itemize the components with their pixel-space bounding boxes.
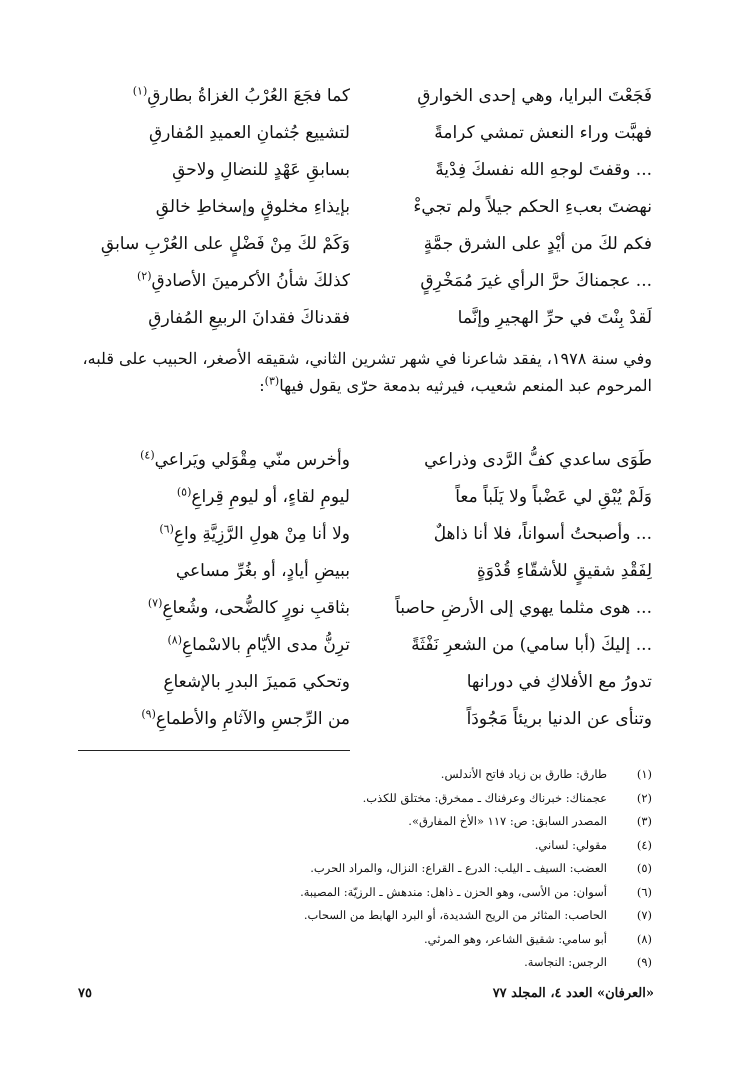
verse-second-hemistich-text: ليومِ لقاءٍ، أو ليومِ قِراعِ: [191, 487, 350, 507]
footnote-divider: [78, 750, 350, 751]
footnote-number: (٩): [636, 955, 652, 969]
verse-footnote-ref: (٧): [147, 596, 163, 610]
prose-suffix: :: [259, 376, 265, 395]
verse-second-hemistich: [75, 664, 350, 701]
verse-first-hemistich: نهضتَ بعبءِ الحكم جيلاً ولم تجيءْ: [413, 197, 652, 217]
footnote: [72, 787, 652, 811]
verse-second-hemistich-text: فقدناكَ فقدانَ الربيعِ المُفارقِ: [148, 308, 350, 328]
verse-first-hemistich: طَوَى ساعدي كفُّ الرَّدى وذراعي: [424, 450, 652, 470]
verse-footnote-ref: (٥): [176, 485, 192, 499]
verse-line: [0, 479, 730, 516]
verse-first-hemistich: ... وقفتَ لوجهِ الله نفسكَ فِدْيةً: [435, 160, 652, 180]
verse-line: [0, 263, 730, 300]
verse-first-hemistich: ... إليكَ (أبا سامي) من الشعرِ نَفْثَةً: [411, 635, 652, 655]
verse-second-hemistich-text: ولا أنا مِنْ هولِ الرَّزِيَّةِ واعِ: [173, 524, 350, 544]
verse-line: [0, 553, 730, 590]
verse-line: [0, 590, 730, 627]
footnote-text: أسوان: من الأسى، وهو الحزن ـ ذاهل: مندهش ـ الرزيّة: المصيبة.: [300, 884, 607, 899]
verse-second-hemistich-text: وتحكي مَميزَ البدرِ بالإشعاعِ: [163, 672, 350, 692]
verse-second-hemistich-text: وَكَمْ لكَ مِنْ فَضْلٍ على العُرْبِ سابقِ: [100, 234, 350, 254]
verse-footnote-ref: (٢): [136, 269, 152, 283]
prose-paragraph: [72, 345, 652, 399]
page-footer: [78, 981, 654, 1007]
verse-first-hemistich: لِفَقْدِ شقيقٍ للأشقّاءِ قُدْوَةٍ: [476, 561, 652, 581]
footnote: [72, 834, 652, 858]
footnote-number: (٣): [636, 814, 652, 828]
footnote: [72, 904, 652, 928]
footnotes: [72, 763, 652, 975]
verse-second-hemistich-text: بإيذاءِ مخلوقٍ وإسخاطِ خالقِ: [155, 197, 350, 217]
verse-first-hemistich: وتنأى عن الدنيا بريئاً مَجُودَاً: [466, 709, 652, 729]
verse-first-hemistich: ... عجمناكَ حرَّ الرأي غيرَ مُمَخْرِقٍ: [420, 271, 652, 291]
verse-second-hemistich-text: ببيضِ أيادٍ، أو بغُرِّ مساعي: [175, 561, 350, 581]
verse-second-hemistich: [75, 553, 350, 590]
footnote-number: (١): [636, 767, 652, 781]
footnote-text: مقولي: لساني.: [534, 837, 607, 852]
journal-reference: «العرفان» العدد ٤، المجلد ٧٧: [492, 986, 654, 1001]
verse-second-hemistich: [75, 226, 350, 263]
footnote: [72, 763, 652, 787]
footnote: [72, 810, 652, 834]
verse-footnote-ref: (١): [132, 84, 148, 98]
footnote-text: أبو سامي: شقيق الشاعر، وهو المرثي.: [424, 931, 607, 946]
verse-first-hemistich: فهبَّت وراء النعش تمشي كرامةً: [434, 123, 652, 143]
verse-second-hemistich: [75, 701, 350, 738]
verse-first-hemistich: ... وأصبحتُ أسواناً، فلا أنا ذاهلٌ: [433, 524, 652, 544]
prose-footnote-ref: (٣): [264, 374, 280, 388]
verse-second-hemistich-text: وأخرس منّي مِقْوَلي ويَراعي: [154, 450, 350, 470]
verse-second-hemistich: [75, 516, 350, 553]
verse-first-hemistich: لَقدْ بِنْتَ في حرِّ الهجيرِ وإنَّما: [457, 308, 652, 328]
footnote-number: (٨): [636, 931, 652, 946]
footnote-text: العضب: السيف ـ اليلب: الدرع ـ القراع: النزال، والمراد الحرب.: [310, 861, 607, 875]
verse-first-hemistich: تدورُ مع الأفلاكِ في دورانها: [466, 672, 652, 692]
verse-second-hemistich: [75, 263, 350, 300]
verse-second-hemistich: [75, 627, 350, 664]
verse-line: [0, 226, 730, 263]
verse-line: [0, 701, 730, 738]
verse-line: [0, 152, 730, 189]
footnote-number: (٦): [636, 884, 652, 899]
verse-second-hemistich-text: بثاقبِ نورٍ كالضُّحى، وشُعاعِ: [162, 598, 350, 618]
footnote-number: (٥): [636, 861, 652, 875]
verse-footnote-ref: (٦): [159, 522, 174, 536]
verse-line: [0, 516, 730, 553]
verse-second-hemistich-text: لتشييع جُثمانِ العميدِ المُفارقِ: [148, 123, 350, 143]
verse-second-hemistich: [75, 115, 350, 152]
footnote: [72, 881, 652, 905]
verse-second-hemistich: [75, 442, 350, 479]
poem-top: [0, 78, 730, 337]
verse-second-hemistich: [75, 590, 350, 627]
verse-second-hemistich-text: بسابقِ عَهْدٍ للنضالِ ولاحقِ: [172, 160, 350, 180]
footnote: [72, 951, 652, 975]
footnote-text: الرجس: النجاسة.: [524, 955, 607, 969]
footnote-text: عجمناك: خبرناك وعرفناك ـ ممخرق: مختلق للكذب.: [362, 790, 607, 805]
verse-first-hemistich: فكم لكَ من أيْدٍ على الشرق جمَّةٍ: [423, 234, 652, 254]
prose-text: وفي سنة ١٩٧٨، يفقد شاعرنا في شهر تشرين الثاني، شقيقه الأصغر، الحبيب على قلبه، المرحوم عبد المنعم شعيب، فيرثيه بدمعة حرّى يقول فيها: [82, 349, 652, 395]
verse-second-hemistich: [75, 479, 350, 516]
verse-line: [0, 78, 730, 115]
verse-line: [0, 115, 730, 152]
verse-second-hemistich-text: كما فجَعَ العُرْبُ الغزاةُ بطارقِ: [147, 86, 350, 106]
verse-second-hemistich-text: ترِنُّ مدى الأيّامِ بالاسْماعِ: [182, 635, 350, 655]
page-number: ٧٥: [78, 986, 92, 1001]
footnote-text: طارق: طارق بن زياد فاتح الأندلس.: [440, 767, 607, 781]
verse-footnote-ref: (٤): [140, 448, 155, 462]
verse-second-hemistich: [75, 152, 350, 189]
verse-second-hemistich: [75, 189, 350, 226]
footnote-number: (٧): [636, 908, 652, 922]
poem-bottom: [0, 442, 730, 738]
footnote-number: (٢): [636, 790, 652, 805]
verse-footnote-ref: (٩): [141, 707, 156, 721]
verse-line: [0, 627, 730, 664]
verse-second-hemistich: [75, 78, 350, 115]
footnote: [72, 928, 652, 952]
footnote-text: المصدر السابق: ص: ١١٧ «الأخ المفارق».: [408, 814, 607, 828]
verse-second-hemistich: [75, 300, 350, 337]
verse-line: [0, 300, 730, 337]
verse-footnote-ref: (٨): [167, 633, 182, 647]
verse-first-hemistich: ... هوى مثلما يهوي إلى الأرضِ حاصباً: [395, 598, 652, 618]
footnote: [72, 857, 652, 881]
verse-first-hemistich: وَلَمْ يُبْقِ لي عَضْباً ولا يَلَباً معاً: [455, 487, 652, 507]
verse-line: [0, 442, 730, 479]
verse-line: [0, 189, 730, 226]
footnote-text: الحاصب: المثائر من الريح الشديدة، أو البرد الهابط من السحاب.: [303, 908, 607, 922]
verse-first-hemistich: فَجَعْتَ البرايا، وهي إحدى الخوارقِ: [417, 86, 652, 106]
footnote-number: (٤): [636, 837, 652, 852]
verse-second-hemistich-text: من الرِّجسِ والآثامِ والأطماعِ: [155, 709, 350, 729]
verse-line: [0, 664, 730, 701]
verse-second-hemistich-text: كذلكَ شأنُ الأكرمينَ الأصادقِ: [151, 271, 350, 291]
